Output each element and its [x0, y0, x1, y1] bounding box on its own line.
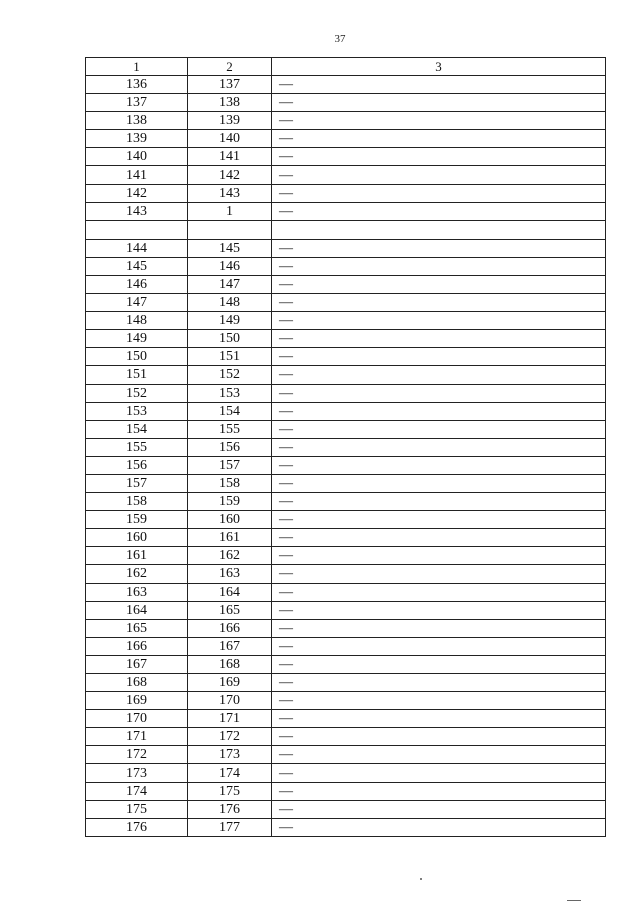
table-cell-col3: — [272, 547, 606, 565]
table-cell-col3: — [272, 511, 606, 529]
table-cell-col1: 154 [86, 420, 188, 438]
table-row [86, 601, 606, 619]
table-cell-col2: 146 [188, 257, 272, 275]
table-cell-col2: 150 [188, 330, 272, 348]
table-row [86, 202, 606, 220]
table-cell-col2: 174 [188, 764, 272, 782]
table-cell-col2: 176 [188, 800, 272, 818]
table-cell-col1: 174 [86, 782, 188, 800]
table-row [86, 655, 606, 673]
table-cell-col1: 159 [86, 511, 188, 529]
table-row [86, 312, 606, 330]
table-row [86, 493, 606, 511]
table-cell-col3: — [272, 746, 606, 764]
table-body [86, 58, 606, 837]
table-cell-col1: 153 [86, 402, 188, 420]
table-cell-col1: 166 [86, 637, 188, 655]
table-cell-col3: — [272, 601, 606, 619]
table-cell-col3: — [272, 583, 606, 601]
table-cell-col3: — [272, 366, 606, 384]
table-cell-col3: — [272, 184, 606, 202]
table-cell-col1: 168 [86, 674, 188, 692]
table-row [86, 637, 606, 655]
table-cell-col2: 139 [188, 112, 272, 130]
table-cell-col1: 158 [86, 493, 188, 511]
table-cell-col1: 160 [86, 529, 188, 547]
table-cell-col3: — [272, 130, 606, 148]
table-cell-col1: 176 [86, 818, 188, 836]
table-cell-col3: — [272, 330, 606, 348]
table-row [86, 330, 606, 348]
table-cell-col2: 152 [188, 366, 272, 384]
table-cell-col3: — [272, 637, 606, 655]
table-cell-col3: — [272, 275, 606, 293]
table-cell-col1: 149 [86, 330, 188, 348]
table-cell-col1: 140 [86, 148, 188, 166]
table-cell-col2: 154 [188, 402, 272, 420]
table-cell-col1: 148 [86, 312, 188, 330]
table-cell-col2: 147 [188, 275, 272, 293]
table-cell-col1: 169 [86, 692, 188, 710]
table-cell-col2: 1 [188, 202, 272, 220]
table-row [86, 257, 606, 275]
table-cell-col3: — [272, 402, 606, 420]
table-cell-col2: 145 [188, 239, 272, 257]
table-cell-col2: 148 [188, 294, 272, 312]
table-cell-col2: 156 [188, 438, 272, 456]
table-cell-col2: 170 [188, 692, 272, 710]
table-row [86, 94, 606, 112]
table-row [86, 764, 606, 782]
table-cell-col2: 138 [188, 94, 272, 112]
table-cell-col2: 141 [188, 148, 272, 166]
table-cell-col3: — [272, 456, 606, 474]
data-table [85, 57, 606, 837]
table-row [86, 782, 606, 800]
table-cell-col3: — [272, 166, 606, 184]
table-cell-col3: — [272, 148, 606, 166]
table-cell-col2: 173 [188, 746, 272, 764]
table-cell-col1: 139 [86, 130, 188, 148]
table-row [86, 619, 606, 637]
table-cell-col2: 137 [188, 76, 272, 94]
table-cell-col1: 137 [86, 94, 188, 112]
table-cell-col3: — [272, 565, 606, 583]
table-row [86, 166, 606, 184]
table-cell-col3: — [272, 202, 606, 220]
table-cell-col2: 166 [188, 619, 272, 637]
table-row [86, 348, 606, 366]
table-header-row [86, 58, 606, 76]
scan-speck [420, 878, 422, 880]
table-row [86, 746, 606, 764]
table-cell-col3: — [272, 294, 606, 312]
table-cell-col1 [86, 220, 188, 239]
table-row [86, 728, 606, 746]
table-cell-col1: 175 [86, 800, 188, 818]
table-row [86, 456, 606, 474]
table-cell-col1: 163 [86, 583, 188, 601]
table-cell-col3: — [272, 692, 606, 710]
table-row [86, 710, 606, 728]
table-cell-col1: 151 [86, 366, 188, 384]
table-row [86, 800, 606, 818]
table-row [86, 275, 606, 293]
table-cell-col3: — [272, 474, 606, 492]
table-row [86, 583, 606, 601]
column-header-2: 2 [188, 58, 272, 76]
table-cell-col1: 150 [86, 348, 188, 366]
table-row [86, 112, 606, 130]
table-row [86, 511, 606, 529]
table-cell-col2: 164 [188, 583, 272, 601]
table-row [86, 384, 606, 402]
table-cell-col3: — [272, 674, 606, 692]
table-cell-col2: 162 [188, 547, 272, 565]
table-cell-col1: 142 [86, 184, 188, 202]
table-cell-col1: 173 [86, 764, 188, 782]
corner-mark [567, 900, 581, 901]
table-row [86, 438, 606, 456]
table-row [86, 818, 606, 836]
table-cell-col2: 143 [188, 184, 272, 202]
table-cell-col3: — [272, 818, 606, 836]
table-cell-col1: 171 [86, 728, 188, 746]
table-cell-col2: 157 [188, 456, 272, 474]
table-cell-col3: — [272, 257, 606, 275]
column-header-1: 1 [86, 58, 188, 76]
table-cell-col1: 155 [86, 438, 188, 456]
table-cell-col3: — [272, 438, 606, 456]
table-row [86, 565, 606, 583]
table-cell-col1: 162 [86, 565, 188, 583]
table-row [86, 547, 606, 565]
table-cell-col1: 157 [86, 474, 188, 492]
table-cell-col3: — [272, 710, 606, 728]
table-cell-col2: 160 [188, 511, 272, 529]
table-row [86, 674, 606, 692]
table-cell-col2: 140 [188, 130, 272, 148]
table-cell-col2: 163 [188, 565, 272, 583]
table-cell-col1: 138 [86, 112, 188, 130]
table-row [86, 366, 606, 384]
table-cell-col3: — [272, 420, 606, 438]
table-row [86, 184, 606, 202]
table-cell-col1: 141 [86, 166, 188, 184]
table-cell-col2: 155 [188, 420, 272, 438]
table-cell-col2: 161 [188, 529, 272, 547]
table-row [86, 529, 606, 547]
table-row [86, 76, 606, 94]
table-cell-col1: 144 [86, 239, 188, 257]
table-cell-col1: 147 [86, 294, 188, 312]
table-cell-col2: 175 [188, 782, 272, 800]
page-number: 37 [334, 33, 346, 45]
table-cell-col1: 152 [86, 384, 188, 402]
table-cell-col1: 172 [86, 746, 188, 764]
table-cell-col1: 165 [86, 619, 188, 637]
table-cell-col3: — [272, 76, 606, 94]
table-cell-col1: 145 [86, 257, 188, 275]
table-cell-col1: 167 [86, 655, 188, 673]
table-cell-col2: 177 [188, 818, 272, 836]
table-row [86, 420, 606, 438]
table-row [86, 402, 606, 420]
table-cell-col2: 142 [188, 166, 272, 184]
table-row [86, 294, 606, 312]
table-cell-col3: — [272, 239, 606, 257]
table-cell-col3: — [272, 728, 606, 746]
table-cell-col3: — [272, 94, 606, 112]
table-cell-col3: — [272, 384, 606, 402]
table-cell-col1: 136 [86, 76, 188, 94]
table-cell-col1: 143 [86, 202, 188, 220]
table-cell-col3: — [272, 619, 606, 637]
table-row [86, 220, 606, 239]
table-cell-col2 [188, 220, 272, 239]
table-cell-col2: 151 [188, 348, 272, 366]
table-row [86, 474, 606, 492]
table-cell-col1: 170 [86, 710, 188, 728]
table-cell-col2: 159 [188, 493, 272, 511]
table-cell-col3: — [272, 312, 606, 330]
table-row [86, 130, 606, 148]
table-row [86, 239, 606, 257]
table-cell-col3: — [272, 764, 606, 782]
table-cell-col2: 168 [188, 655, 272, 673]
table-cell-col3: — [272, 112, 606, 130]
table-cell-col1: 164 [86, 601, 188, 619]
table-row [86, 148, 606, 166]
table-cell-col3 [272, 220, 606, 239]
table-cell-col2: 153 [188, 384, 272, 402]
table-cell-col2: 149 [188, 312, 272, 330]
table-cell-col2: 158 [188, 474, 272, 492]
table-cell-col2: 172 [188, 728, 272, 746]
column-header-3: 3 [272, 58, 606, 76]
table-cell-col3: — [272, 493, 606, 511]
table-cell-col2: 165 [188, 601, 272, 619]
table-row [86, 692, 606, 710]
table-cell-col1: 146 [86, 275, 188, 293]
table-cell-col2: 167 [188, 637, 272, 655]
table-cell-col2: 169 [188, 674, 272, 692]
table-cell-col3: — [272, 655, 606, 673]
table-cell-col3: — [272, 800, 606, 818]
table-cell-col3: — [272, 529, 606, 547]
table-cell-col1: 156 [86, 456, 188, 474]
table-cell-col3: — [272, 782, 606, 800]
table-cell-col3: — [272, 348, 606, 366]
table-cell-col1: 161 [86, 547, 188, 565]
table-cell-col2: 171 [188, 710, 272, 728]
